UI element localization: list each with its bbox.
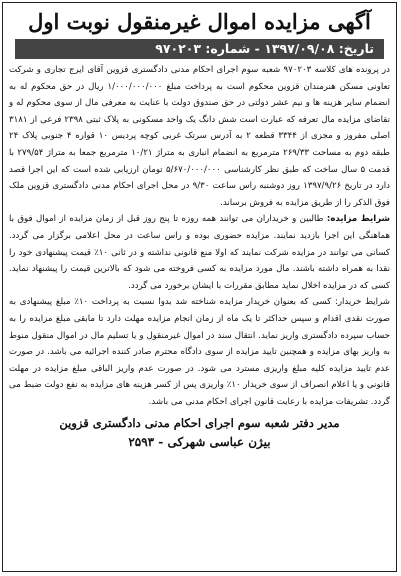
notice-title: آگهی مزایده اموال غیرمنقول نوبت اول	[28, 9, 371, 34]
conditions-label: شرایط مزایده:	[326, 214, 391, 225]
buyer-conditions-paragraph: شرایط خریدار: کسی که بعنوان خریدار مزایده شناخته شد بدوا نسبت به پرداخت ۱۰٪ مبلغ پیشنهادی به صورت نقدی اقدام و سپس حداکثر تا یک ماه از زمان انجام مزایده مهلت دارد تا مابقی مبلغ مزایده را به حساب سپرده دادگستری واریز نماید. انتقال سند در اموال غیرمنقول و یا تسلیم مال در اموال منقول منوط به واریز بهای مزایده و همچنین تایید مزایده از سوی دادگاه محترم صادر کننده اجرائیه می باشد. در صورت عدم تایید مزایده کلیه مبلغ واریزی مسترد می شود. در صورت عدم واریز الباقی مبلغ مزایده در مهلت قانونی و یا اعلام انصراف از سوی خریدار ۱۰٪ واریزی پس از کسر هزینه های مزایده به نفع دولت ضبط می گردد. تشریفات مزایده با رعایت قانون اجرای احکام مدنی می باشد.	[9, 297, 391, 407]
notice-body	[9, 62, 390, 410]
signature-title: مدیر دفتر شعبه سوم اجرای احکام مدنی دادگستری قزوین	[59, 416, 340, 431]
auction-notice	[2, 2, 397, 572]
signature-block	[9, 414, 390, 452]
signature-name: بیژن عباسی شهرکی - ۲۵۹۳	[128, 435, 271, 450]
date-number-bar: تاریخ: ۱۳۹۷/۰۹/۰۸ - شماره: ۹۷۰۲۰۳	[15, 39, 384, 59]
conditions-text: طالبین و خریداران می توانند همه روزه تا پنج روز قبل از زمان مزایده از اموال فوق با هماهنگی این اجرا بازدید نمایند. مزایده حضوری بوده و راس ساعت در محل اعلامی برگزار می گردد. کسانی می توانند در مزایده شرکت نمایند که اولا منع قانونی نداشته و در ثانی ۱۰٪ قیمت پیشنهادی خود را نقدا به همراه داشته باشند. مال مورد مزایده به کسی فروخته می شود که بالاترین قیمت را پیشنهاد نماید. کسی که در مزایده اخلال نماید مطابق مقررات با ایشان برخورد می گردد.	[9, 214, 390, 291]
case-paragraph: در پرونده های کلاسه ۹۷۰۲۰۳ شعبه سوم اجرای احکام مدنی دادگستری قزوین آقای ایرج تجاری و شرکت تعاونی مسکن هنرمندان قزوین محکوم است به پرداخت مبلغ ۱/۰۰۰/۰۰۰/۰۰۰ ریال در حق محکوم له به انضمام سایر هزینه ها و نیم عشر دولتی در حق صندوق دولت با عنایت به معرفی مال از سوی محکوم له و تقاضای مزایده مال تعرفه که عبارت است شش دانگ یک واحد مسکونی به پلاک ثبتی ۲۳۹۸ فرعی از ۳۱۸۱ اصلی مفروز و مجزی از ۳۳۴۴ قطعه ۲ به آدرس سرتک غربی کوچه پردیس ۱۰ قواره ۴ جنوبی پلاک ۲۴ طبقه دوم به مساحت ۲۶۹/۳۳ مترمربع به انضمام انباری به متراژ ۱۰/۲۱ مترمربع جمعا به متراژ ۲۷۹/۵۴ با قدمت ۵ سال ساخت که طبق نظر کارشناسی ۵/۶۷۰/۰۰۰/۰۰۰ تومان ارزیابی شده است که این اجرا قصد دارد در تاریخ ۱۳۹۷/۹/۲۶ روز دوشنبه راس ساعت ۹/۳۰ در محل اجرای احکام مدنی دادگستری قزوین ملک فوق الذکر را از طریق مزایده به فروش برساند.	[9, 65, 391, 208]
conditions-paragraph	[9, 211, 390, 294]
